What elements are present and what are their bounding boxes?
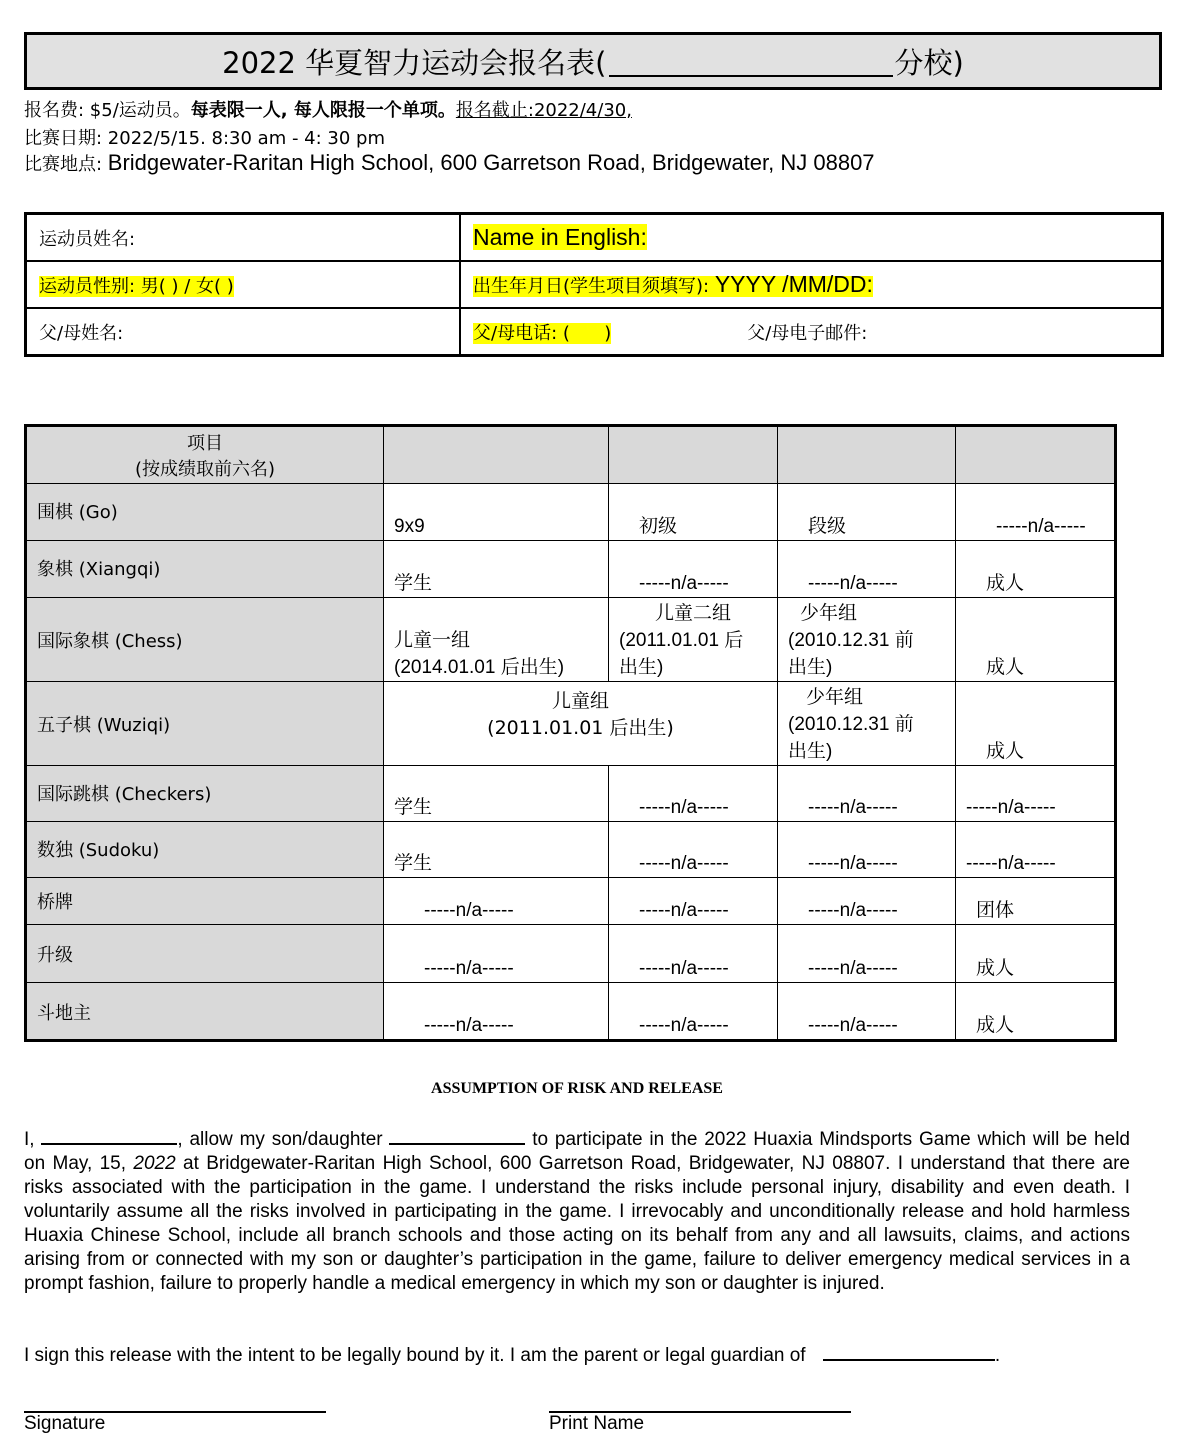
option-note: 出生) [788,741,833,762]
option-note: 出生) [619,657,664,678]
option-cell[interactable]: -----n/a----- [956,822,1116,878]
athlete-name-field[interactable] [26,214,461,262]
fee-label: 报名费: $5/运动员。 [24,100,191,121]
option-cell[interactable]: 学生 [384,766,609,822]
option-group: 儿童一组 [394,630,471,651]
print-name-label: Print Name [549,1413,645,1434]
name-english-label: Name in English: [473,224,647,250]
fee-line [24,96,632,122]
venue-line [24,150,875,176]
deadline: 报名截止:2022/4/30, [455,100,632,121]
parent-contact-field[interactable] [460,308,1163,356]
name-english-field[interactable] [460,214,1163,262]
events-header-row [26,426,1116,484]
option-cell[interactable]: -----n/a----- [609,925,778,983]
option-cell[interactable]: -----n/a----- [384,983,609,1041]
option-cell[interactable]: -----n/a----- [778,983,956,1041]
gender-field[interactable] [26,261,461,308]
header-col-2 [609,426,778,484]
release-start: I, [24,1129,42,1150]
fee-rule: 每表限一人, 每人限报一个单项。 [190,100,456,121]
release-mid1: , allow my son/daughter [177,1129,390,1150]
option-note: (2011.01.01 后出生) [487,717,674,739]
option-note: (2010.12.31 前 [788,714,914,735]
option-group: 少年组 [806,687,864,708]
option-cell[interactable]: -----n/a----- [609,983,778,1041]
venue-value: Bridgewater-Raritan High School, 600 Garretson Road, Bridgewater, NJ 08807 [107,150,875,175]
branch-school-blank[interactable] [609,45,893,77]
parent-name-field[interactable] [26,308,461,356]
table-row [26,541,1116,598]
table-row [26,878,1116,925]
guardian-of-blank[interactable] [823,1341,995,1361]
intent-text: I sign this release with the intent to be legally bound by it. I am the parent or legal guardian of [24,1345,811,1366]
option-cell[interactable]: -----n/a----- [778,766,956,822]
athlete-name-label: 运动员姓名: [39,228,136,250]
venue-label: 比赛地点: [24,154,108,175]
signature-label: Signature [24,1413,106,1434]
event-chess: 国际象棋 (Chess) [26,598,384,682]
release-year: 2022 [133,1153,176,1174]
parent-email-label: 父/母电子邮件: [747,322,868,344]
birth-date-field[interactable] [460,261,1163,308]
option-cell[interactable]: -----n/a----- [778,878,956,925]
option-cell[interactable]: 初级 [609,484,778,541]
table-row [26,682,1116,766]
release-mid2: to participate in the 2022 Huaxia Mindsports Game which will be held on May, 15, [24,1129,1130,1174]
table-row [26,925,1116,983]
option-cell[interactable]: -----n/a----- [609,878,778,925]
option-cell[interactable]: -----n/a----- [384,925,609,983]
event-bridge: 桥牌 [26,878,384,925]
option-cell[interactable]: 成人 [956,598,1116,682]
option-cell[interactable] [778,598,956,682]
form-title [24,32,1162,90]
option-note: (2010.12.31 前 [788,630,914,651]
header-col-4 [956,426,1116,484]
birth-label: 出生年月日(学生项目须填写): [473,276,715,297]
title-suffix: 分校) [894,45,964,80]
table-row [26,766,1116,822]
birth-format: YYYY /MM/DD: [714,271,873,297]
option-cell[interactable]: 9x9 [384,484,609,541]
events-header [26,426,384,484]
option-note: (2011.01.01 后 [619,630,744,651]
intent-line [24,1341,1000,1367]
table-row [26,598,1116,682]
events-header-note: (按成绩取前六名) [134,459,276,480]
option-cell[interactable]: 成人 [956,682,1116,766]
event-go: 围棋 (Go) [26,484,384,541]
option-note: 出生) [788,657,833,678]
option-cell[interactable]: -----n/a----- [778,822,956,878]
release-heading: ASSUMPTION OF RISK AND RELEASE [431,1080,723,1097]
release-rest: at Bridgewater-Raritan High School, 600 Garretson Road, Bridgewater, NJ 08807. I understand that there are risks associated with the participation in the game. I understand the risks include personal injury, disability and even death. I voluntarily assume all the risks involved in participating in the game. I irrevocably and unconditionally release and hold harmless Huaxia Chinese School, include all branch schools and those acting on its behalf from any and all lawsuits, claims, and actions arising from or connected with my son or daughter’s participation in the game, failure to deliver emergency medical services in a prompt fashion, failure to properly handle a medical emergency in which my son or daughter is injured. [24,1153,1131,1294]
header-col-3 [778,426,956,484]
option-group: 少年组 [800,603,858,624]
intent-end: . [994,1345,1001,1366]
option-cell[interactable]: 成人 [956,925,1116,983]
athlete-info-table [24,212,1164,357]
child-name-blank[interactable] [389,1125,525,1145]
option-note: (2014.01.01 后出生) [394,657,565,678]
option-group: 儿童组 [551,690,609,712]
events-table [24,424,1117,1042]
events-header-title: 项目 [187,433,223,454]
event-shengji: 升级 [26,925,384,983]
option-cell[interactable]: -----n/a----- [609,766,778,822]
option-cell[interactable]: 学生 [384,541,609,598]
option-group: 儿童二组 [654,603,731,624]
option-cell[interactable]: -----n/a----- [956,484,1116,541]
gender-label: 运动员性别: 男( ) / 女( ) [39,275,234,297]
event-checkers: 国际跳棋 (Checkers) [26,766,384,822]
option-cell[interactable]: 团体 [956,878,1116,925]
option-cell[interactable]: 成人 [956,983,1116,1041]
event-doudizhu: 斗地主 [26,983,384,1041]
option-cell[interactable]: -----n/a----- [609,541,778,598]
option-cell[interactable] [384,682,778,766]
option-cell[interactable]: -----n/a----- [778,925,956,983]
title-prefix: 2022 华夏智力运动会报名表( [222,45,607,80]
parent-phone-label: 父/母电话: ( ) [473,322,612,344]
option-cell[interactable]: -----n/a----- [778,541,956,598]
option-cell[interactable]: -----n/a----- [609,822,778,878]
event-sudoku: 数独 (Sudoku) [26,822,384,878]
option-cell[interactable]: 成人 [956,541,1116,598]
option-cell[interactable]: -----n/a----- [956,766,1116,822]
header-col-1 [384,426,609,484]
option-cell[interactable]: 段级 [778,484,956,541]
table-row [26,822,1116,878]
table-row [26,983,1116,1041]
option-cell[interactable]: -----n/a----- [384,878,609,925]
event-wuziqi: 五子棋 (Wuziqi) [26,682,384,766]
table-row [26,484,1116,541]
release-paragraph [24,1125,1130,1296]
option-cell[interactable]: 学生 [384,822,609,878]
parent-name-label: 父/母姓名: [39,322,124,344]
option-cell[interactable] [384,598,609,682]
date-line: 比赛日期: 2022/5/15. 8:30 am - 4: 30 pm [24,128,385,149]
option-cell[interactable] [778,682,956,766]
parent-name-blank[interactable] [41,1125,177,1145]
option-cell[interactable] [609,598,778,682]
event-xiangqi: 象棋 (Xiangqi) [26,541,384,598]
